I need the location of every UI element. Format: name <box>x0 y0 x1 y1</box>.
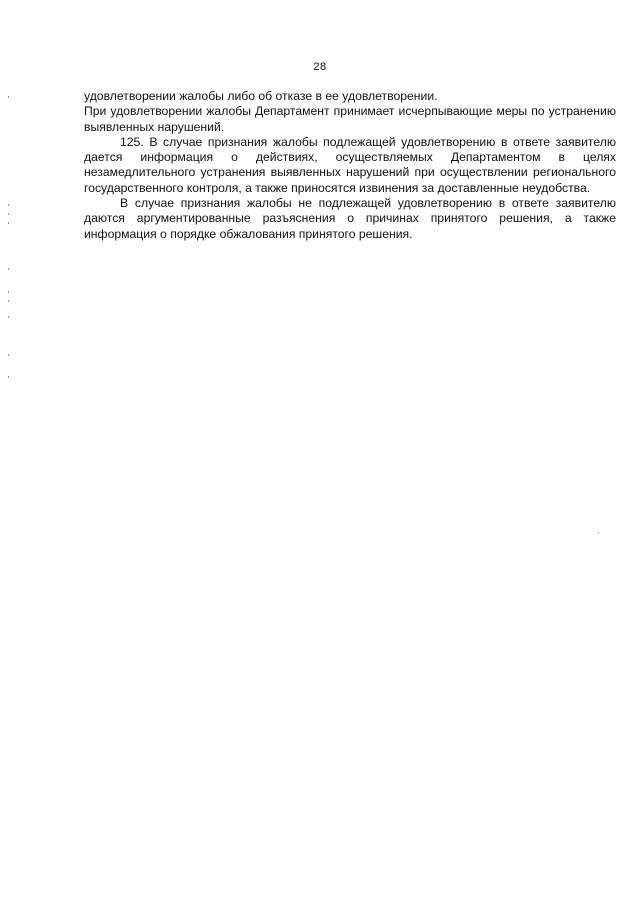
scan-margin-marks <box>8 0 12 905</box>
paragraph-satisfaction-measures: При удовлетворении жалобы Департамент принимает исчерпывающие меры по устранению выявленных нарушений. <box>84 104 616 134</box>
paragraph-rejection: В случае признания жалобы не подлежащей удовлетворению в ответе заявителю даются аргументированные разъяснения о причинах принятого решения, а также информация о порядке обжалования принятого решения. <box>84 196 616 241</box>
paragraph-125: 125. В случае признания жалобы подлежащей удовлетворению в ответе заявителю дается информация о действиях, осуществляемых Департаментом в целях незамедлительного устранения выявленных нарушений при осуществлении регионального государственного контроля, а также приносятся извинения за доставленные неудобства. <box>84 134 616 195</box>
paragraph-continuation: удовлетворении жалобы либо об отказе в ее удовлетворении. <box>84 89 438 103</box>
page-number: 28 <box>313 61 327 73</box>
document-body <box>84 89 616 242</box>
scan-artifact <box>598 532 599 534</box>
